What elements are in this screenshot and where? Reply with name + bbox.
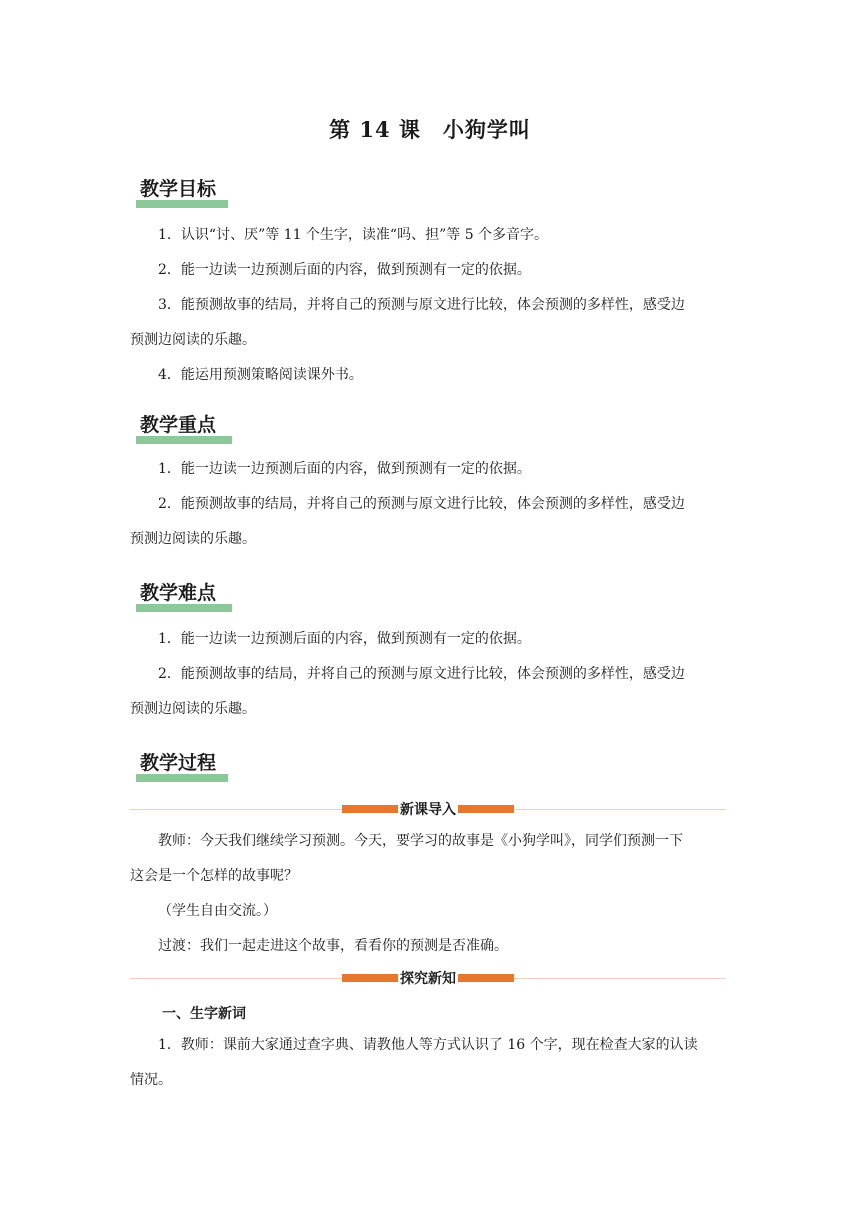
key-points-content: [130, 452, 730, 557]
section-heading-key-points: 教学重点: [140, 410, 216, 444]
difficulty-item: 1．能一边读一边预测后面的内容，做到预测有一定的依据。: [158, 631, 531, 647]
difficulties-content: [130, 622, 730, 727]
explore-item: 1．教师：课前大家通过查字典、请教他人等方式认识了 16 个字，现在检查大家的认读: [158, 1037, 698, 1053]
intro-item: 教师：今天我们继续学习预测。今天，要学习的故事是《小狗学叫》，同学们预测一下: [158, 833, 683, 849]
divider-explore: [130, 968, 726, 988]
section-heading-process: 教学过程: [140, 748, 216, 782]
goals-content: [130, 218, 730, 393]
section-heading-goals: 教学目标: [140, 174, 216, 208]
intro-item: 过渡：我们一起走进这个故事，看看你的预测是否准确。: [158, 938, 508, 954]
key-point-item: 2．能预测故事的结局，并将自己的预测与原文进行比较，体会预测的多样性，感受边: [158, 496, 685, 512]
intro-content: [130, 824, 730, 964]
explore-item: 情况。: [130, 1072, 172, 1088]
section-heading-difficulties: 教学难点: [140, 578, 216, 612]
explore-content: [130, 1028, 730, 1098]
difficulty-item: 预测边阅读的乐趣。: [130, 701, 256, 717]
intro-item: 这会是一个怎样的故事呢？: [130, 868, 298, 884]
sub-heading-new-words: 一、生字新词: [162, 1006, 246, 1022]
goal-item: 1．认识“讨、厌”等 11 个生字，读准“吗、担”等 5 个多音字。: [158, 227, 549, 243]
divider-intro-label: 新课导入: [398, 799, 458, 819]
intro-item: （学生自由交流。）: [158, 903, 277, 919]
key-point-item: 1．能一边读一边预测后面的内容，做到预测有一定的依据。: [158, 461, 531, 477]
goal-item: 4．能运用预测策略阅读课外书。: [158, 367, 363, 383]
page-title: 第 14 课 小狗学叫: [329, 117, 531, 142]
goal-item: 2．能一边读一边预测后面的内容，做到预测有一定的依据。: [158, 262, 531, 278]
goal-item: 3．能预测故事的结局，并将自己的预测与原文进行比较，体会预测的多样性，感受边: [158, 297, 685, 313]
key-point-item: 预测边阅读的乐趣。: [130, 531, 256, 547]
goal-item: 预测边阅读的乐趣。: [130, 332, 256, 348]
divider-explore-label: 探究新知: [398, 968, 458, 988]
divider-intro: [130, 799, 726, 819]
difficulty-item: 2．能预测故事的结局，并将自己的预测与原文进行比较，体会预测的多样性，感受边: [158, 666, 685, 682]
